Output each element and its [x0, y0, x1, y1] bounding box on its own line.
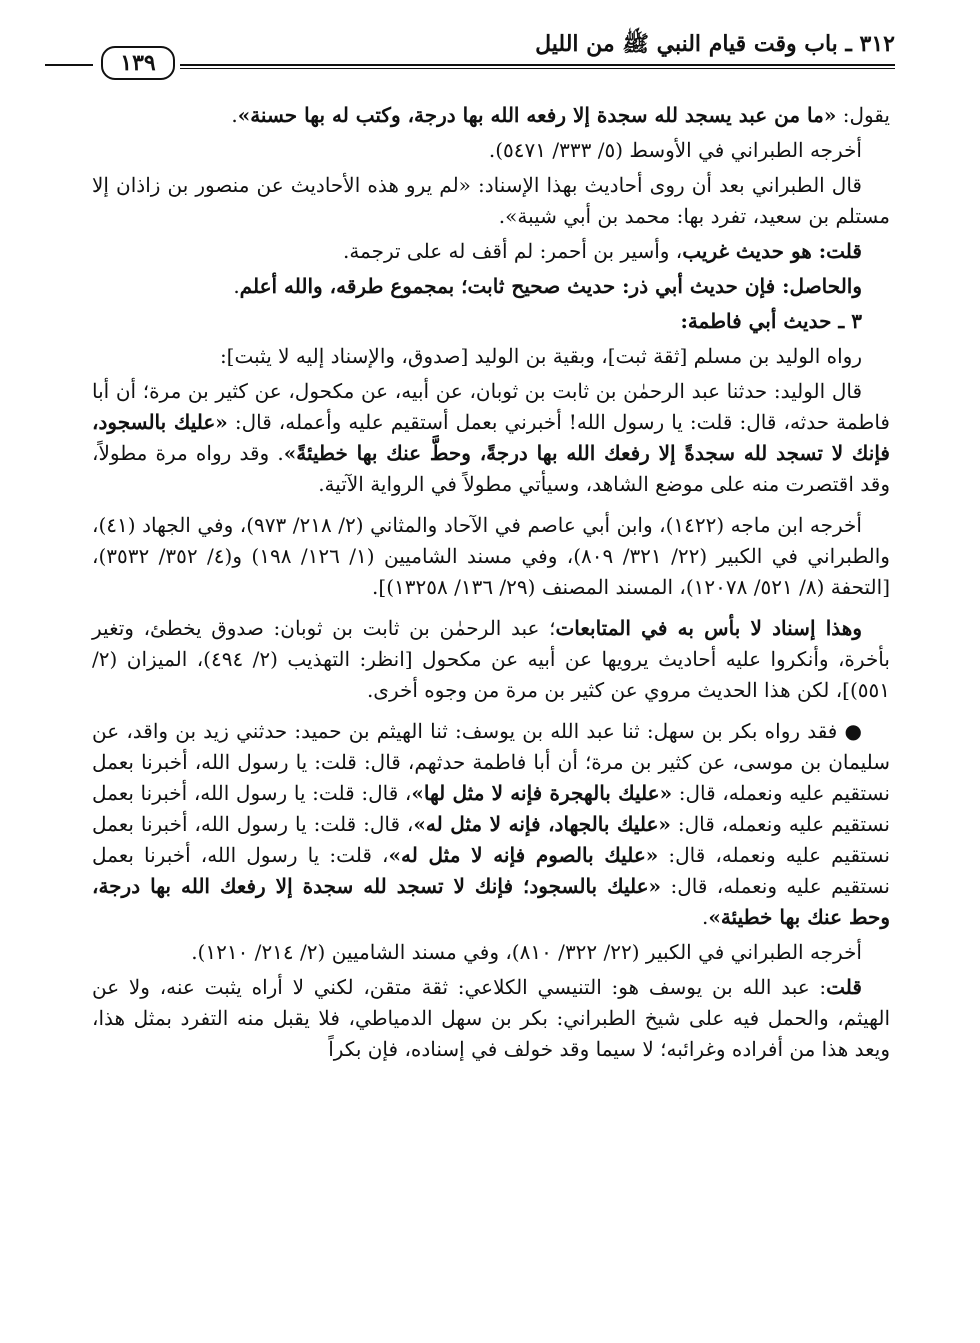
paragraph-11: أخرجه الطبراني في الكبير (٢٢/ ٣٢٢/ ٨١٠)، وفي مسند الشاميين (٢/ ٢١٤/ ١٢١٠).	[191, 940, 862, 964]
paragraph-8: أخرجه ابن ماجه (١٤٢٢)، وابن أبي عاصم في الآحاد والمثاني (٢/ ٢١٨/ ٩٧٣)، وفي الجهاد (٤١)، والطبراني في الكبير (٢٢/ ٣٢١/ ٨٠٩)، وفي مسند الشاميين (١/ ١٢٦/ ١٩٨) و(٤/ ٣٥٢/ ٣٥٣٢)، [التحفة (٨/ ٥٢١/ ١٢٠٧٨)، المسند المصنف (٢٩/ ١٣٦/ ١٣٢٥٨)].	[92, 513, 890, 599]
page-header	[95, 30, 895, 76]
page-number-badge	[95, 46, 180, 82]
header-rule-thin	[180, 68, 895, 69]
header-left-rule	[45, 64, 93, 66]
paragraph-12: قلت: عبد الله بن يوسف هو: التنيسي الكلاعي: ثقة متقن، لكني لا أراه يثبت عنه، ولا عن الهيثم، والحمل فيه على شيخ الطبراني: بكر بن سهل الدمياطي، فلا يقبل منه التفرد بمثل هذا، ويعد هذا من أفراده وغرائبه؛ لا سيما وقد خولف في إسناده، فإن بكراً	[92, 975, 890, 1061]
page-body	[92, 100, 890, 1069]
paragraph-2: أخرجه الطبراني في الأوسط (٥/ ٣٣٣/ ٥٤٧١).	[488, 138, 862, 162]
paragraph-4: قلت: هو حديث غريب، وأسير بن أحمر: لم أقف له على ترجمة.	[342, 239, 862, 263]
paragraph-9: وهذا إسناد لا بأس به في المتابعات؛ عبد الرحمٰن بن ثابت بن ثوبان: صدوق يخطئ، وتغير بأخرة، وأنكروا عليه أحاديث يرويها عن أبيه عن مكحول [انظر: التهذيب (٢/ ٤٩٤)، الميزان (٢/ ٥٥١)]، لكن هذا الحديث مروي عن كثير بن مرة من وجوه أخرى.	[92, 616, 890, 702]
page-number: ١٣٩	[101, 46, 175, 80]
section-heading: ٣ ـ حديث أبي فاطمة:	[680, 309, 862, 333]
paragraph-6: رواه الوليد بن مسلم [ثقة ثبت]، وبقية بن الوليد [صدوق، والإسناد إليه لا يثبت]:	[219, 344, 862, 368]
paragraph-5: والحاصل: فإن حديث أبي ذر: حديث صحيح ثابت؛ بمجموع طرقه، والله أعلم.	[233, 274, 862, 298]
paragraph-7: قال الوليد: حدثنا عبد الرحمٰن بن ثابت بن ثوبان، عن أبيه، عن مكحول، عن كثير بن مرة؛ أن أبا فاطمة حدثه، قال: قلت: يا رسول الله! أخبرني بعمل أستقيم عليه وأعمله، قال: «عليك بالسجود، فإنك لا تسجد لله سجدةً إلا رفعك الله بها درجةً، وحطَّ عنك بها خطيئةً». وقد رواه مرة مطولاً، وقد اقتصرت منه على موضع الشاهد، وسيأتي مطولاً في الرواية الآتية.	[92, 379, 890, 496]
chapter-title: ٣١٢ ـ باب وقت قيام النبي ﷺ من الليل	[535, 31, 895, 57]
paragraph-10: ● فقد رواه بكر بن سهل: ثنا عبد الله بن يوسف: ثنا الهيثم بن حميد: حدثني زيد بن واقد، عن سليمان بن موسى، عن كثير بن مرة؛ أن أبا فاطمة حدثهم، قال: قلت: يا رسول الله، أخبرنا بعمل نستقيم عليه ونعمله، قال: «عليك بالهجرة فإنه لا مثل لها»، قال: قلت: يا رسول الله، أخبرنا بعمل نستقيم عليه ونعمله، قال: «عليك بالجهاد، فإنه لا مثل له»، قال: قلت: يا رسول الله، أخبرنا بعمل نستقيم عليه ونعمله، قال: «عليك بالصوم فإنه لا مثل له»، قلت: يا رسول الله، أخبرنا بعمل نستقيم عليه ونعمله، قال: «عليك بالسجود؛ فإنك لا تسجد لله سجدة إلا رفعك الله بها درجة، وحط عنك بها خطيئة».	[92, 719, 891, 929]
paragraph-3: قال الطبراني بعد أن روى أحاديث بهذا الإسناد: «لم يرو هذه الأحاديث عن منصور بن زاذان إلا مستلم بن سعيد، تفرد بها: محمد بن أبي شيبة».	[92, 173, 890, 228]
header-rule	[180, 64, 895, 66]
paragraph-1: يقول: «ما من عبد يسجد لله سجدة إلا رفعه الله بها درجة، وكتب له بها حسنة».	[231, 103, 890, 127]
